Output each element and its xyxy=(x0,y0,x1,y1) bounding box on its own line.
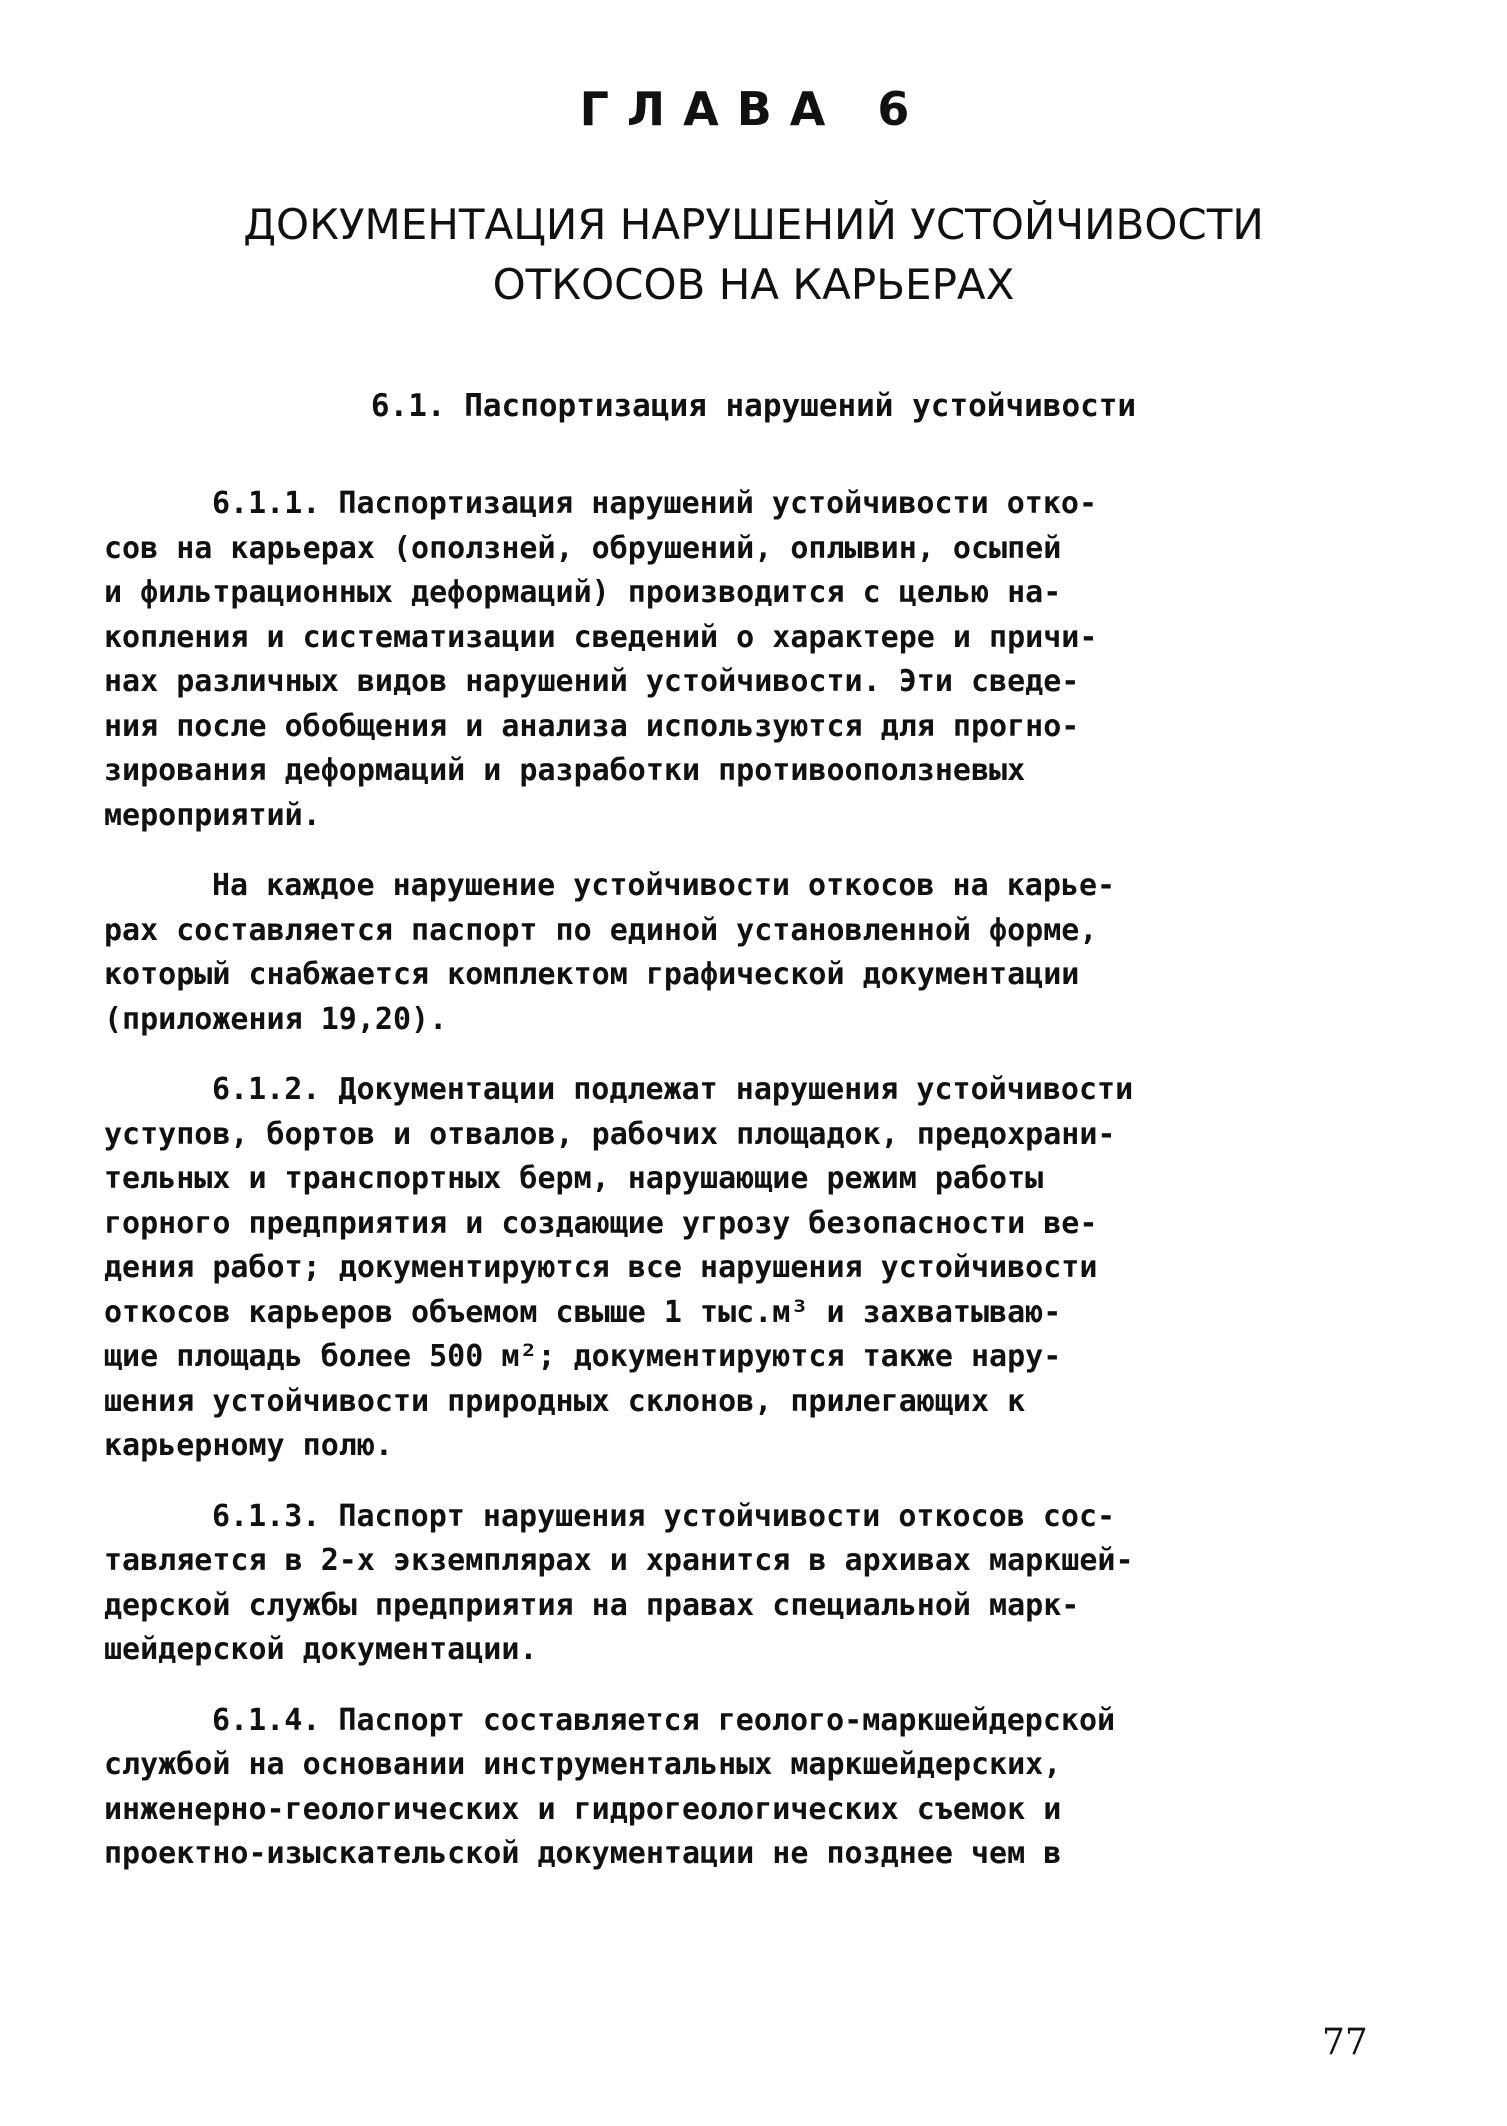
paragraph-6-1-2 xyxy=(104,1068,1434,1469)
text-line: шейдерской документации. xyxy=(104,1632,538,1667)
paragraph-passport xyxy=(104,864,1434,1042)
text-line: На каждое нарушение устойчивости откосов на карье- xyxy=(212,868,1116,903)
chapter-title xyxy=(0,195,1507,315)
text-line: инженерно-геологических и гидрогеологических съемок и xyxy=(104,1791,1062,1827)
chapter-label: ГЛАВА 6 xyxy=(579,82,928,136)
text-line: (приложения 19,20). xyxy=(104,1001,448,1037)
text-line: тельных и транспортных берм, нарушающие режим работы xyxy=(104,1161,1044,1196)
text-line: откосов карьеров объемом свыше 1 тыс.м³ и захватываю- xyxy=(104,1294,1062,1330)
paragraph-6-1-3 xyxy=(104,1495,1434,1673)
text-line: зирования деформаций и разработки противооползневых xyxy=(104,753,1026,788)
text-line: щие площадь более 500 м²; документируются также нару- xyxy=(104,1339,1062,1374)
text-line: который снабжается комплектом графической документации xyxy=(104,957,1080,992)
text-line: копления и систематизации сведений о характере и причи- xyxy=(104,619,1098,655)
text-line: 6.1.1. Паспортизация нарушений устойчивости отко- xyxy=(212,486,1098,521)
paragraph-6-1-4 xyxy=(104,1699,1434,1877)
page-number: 77 xyxy=(1322,2022,1368,2063)
text-line: уступов, бортов и отвалов, рабочих площадок, предохрани- xyxy=(104,1116,1116,1152)
text-line: рах составляется паспорт по единой установленной форме, xyxy=(104,912,1098,948)
text-line: 6.1.2. Документации подлежат нарушения устойчивости xyxy=(212,1072,1134,1107)
text-line: 6.1.4. Паспорт составляется геолого-маркшейдерской xyxy=(212,1702,1116,1738)
text-line: тавляется в 2-х экземплярах и хранится в архивах маркшей- xyxy=(104,1543,1134,1578)
text-line: ния после обобщения и анализа используются для прогно- xyxy=(104,708,1080,744)
text-line: дерской службы предприятия на правах специальной марк- xyxy=(104,1587,1080,1623)
body-text xyxy=(104,482,1434,1903)
text-line: горного предприятия и создающие угрозу безопасности ве- xyxy=(104,1205,1098,1241)
paragraph-6-1-1 xyxy=(104,482,1434,838)
chapter-title-line-2: ОТКОСОВ НА КАРЬЕРАХ xyxy=(492,260,1015,309)
text-line: сов на карьерах (оползней, обрушений, оплывин, осыпей xyxy=(104,530,1062,566)
section-heading: 6.1. Паспортизация нарушений устойчивости xyxy=(370,388,1137,424)
text-line: и фильтрационных деформаций) производится с целью на- xyxy=(104,575,1062,610)
text-line: шения устойчивости природных склонов, прилегающих к xyxy=(104,1383,1026,1419)
text-line: службой на основании инструментальных маркшейдерских, xyxy=(104,1747,1062,1782)
text-line: проектно-изыскательской документации не позднее чем в xyxy=(104,1836,1062,1871)
text-line: 6.1.3. Паспорт нарушения устойчивости откосов сос- xyxy=(212,1498,1116,1534)
text-line: нах различных видов нарушений устойчивости. Эти сведе- xyxy=(104,664,1080,699)
text-line: мероприятий. xyxy=(104,797,321,833)
text-line: карьерному полю. xyxy=(104,1428,393,1463)
text-line: дения работ; документируются все нарушения устойчивости xyxy=(104,1250,1098,1285)
chapter-title-line-1: ДОКУМЕНТАЦИЯ НАРУШЕНИЙ УСТОЙЧИВОСТИ xyxy=(243,200,1264,249)
